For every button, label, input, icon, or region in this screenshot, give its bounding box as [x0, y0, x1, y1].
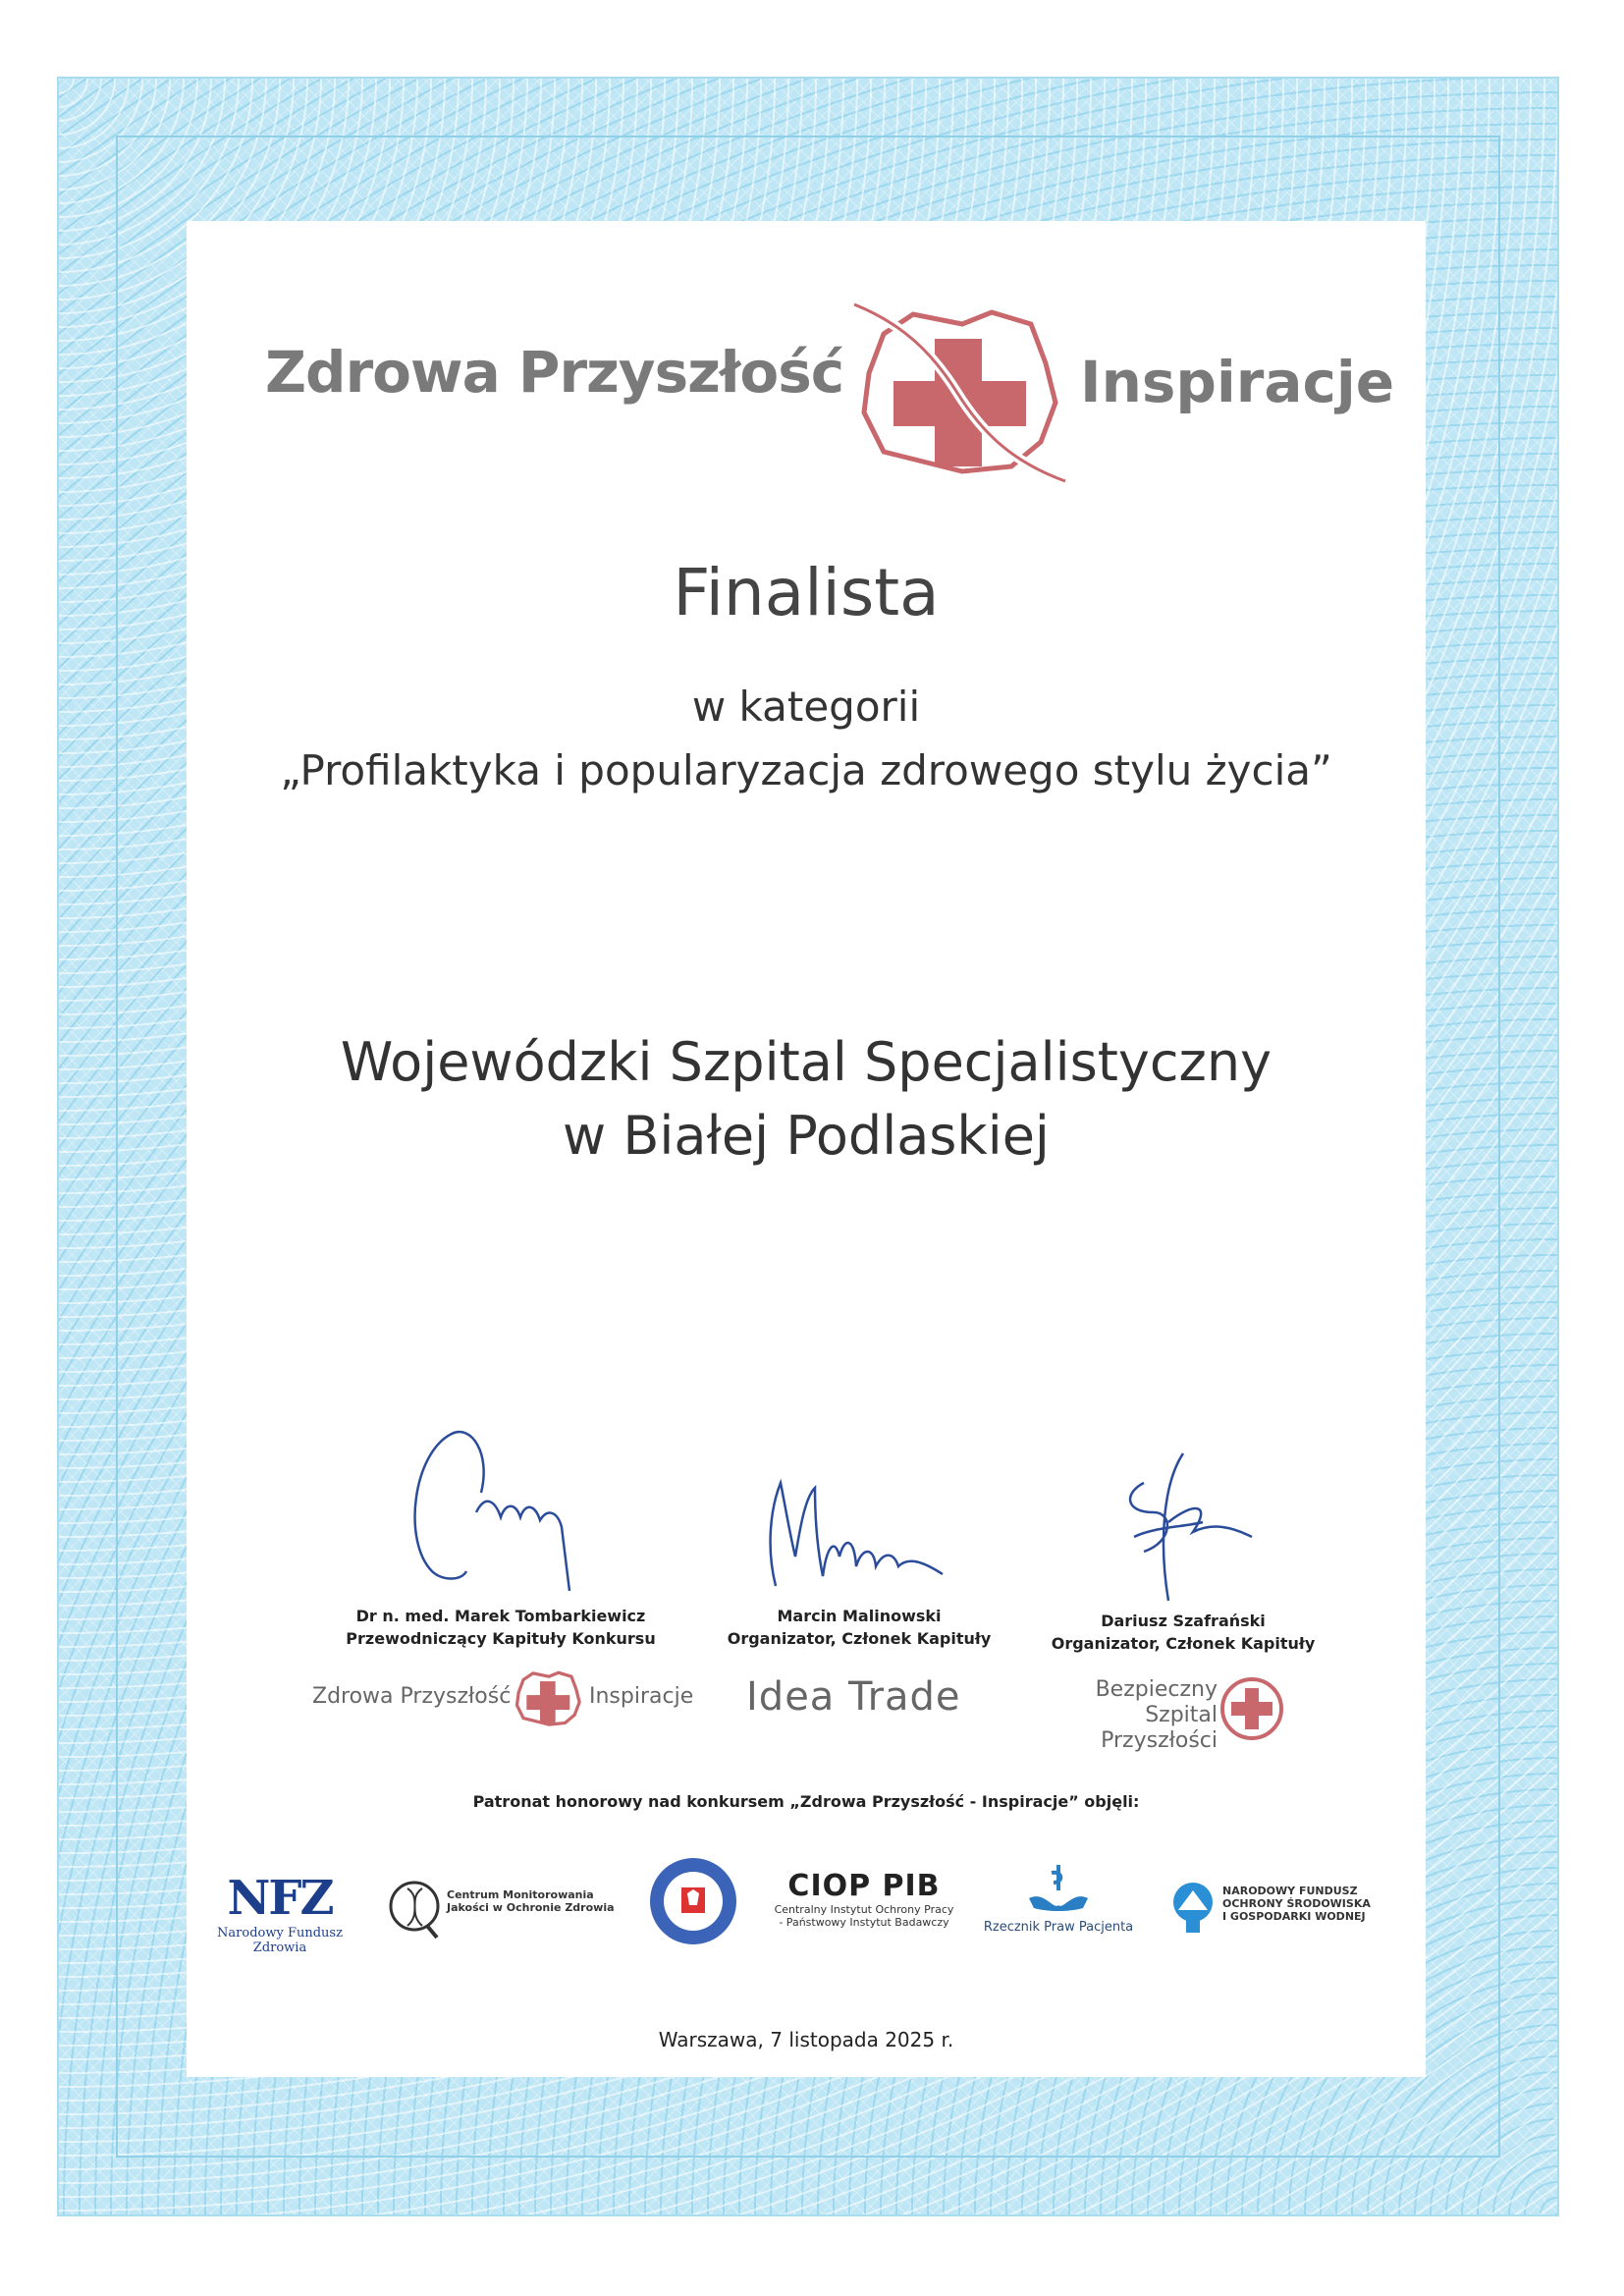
awardee-line2: w Białej Podlaskiej — [563, 1105, 1050, 1167]
bezpieczny-szpital-line2: Przyszłości — [1101, 1728, 1218, 1753]
bezpieczny-szpital-logo — [1021, 1677, 1218, 1754]
signatory-1 — [324, 1414, 677, 1648]
category-name: „Profilaktyka i popularyzacja zdrowego stylu życia” — [280, 746, 1332, 794]
nfosigw-line1: NARODOWY FUNDUSZ — [1222, 1885, 1358, 1897]
rpp-hands-icon — [1024, 1861, 1093, 1915]
nfosigw-line3: I GOSPODARKI WODNEJ — [1222, 1910, 1366, 1923]
cmjoz-line1: Centrum Monitorowania — [447, 1888, 594, 1901]
issue-date: Warszawa, 7 listopada 2025 r. — [658, 2028, 954, 2051]
category-intro: w kategorii — [691, 683, 921, 731]
cmjoz-dna-icon — [388, 1879, 442, 1940]
cmjoz-line2: Jakości w Ochronie Zdrowia — [447, 1901, 615, 1914]
signature-1 — [393, 1414, 609, 1601]
certificate-title: Finalista — [673, 555, 940, 630]
idea-trade-logo: Idea Trade — [746, 1674, 961, 1720]
ciop-line2: - Państwowy Instytut Badawczy — [779, 1916, 949, 1929]
brand-right-text: Inspiracje — [1080, 349, 1395, 415]
ciop-logo — [766, 1869, 962, 1929]
awardee-line1: Wojewódzki Szpital Specjalistyczny — [340, 1031, 1272, 1093]
pis-seal-icon — [648, 1856, 738, 1946]
signatory-2 — [682, 1468, 1036, 1648]
nfosigw-line2: OCHRONY ŚRODOWISKA — [1222, 1897, 1371, 1910]
signature-3 — [1085, 1444, 1281, 1606]
cmjoz-logo — [447, 1888, 615, 1914]
signatory-3 — [1006, 1444, 1360, 1653]
rpp-label: Rzecznik Praw Pacjenta — [983, 1920, 1134, 1935]
zp-mini-right: Inspiracje — [589, 1684, 694, 1709]
signatory-1-name: Dr n. med. Marek Tombarkiewicz — [355, 1607, 646, 1625]
brand-left-text: Zdrowa Przyszłość — [265, 339, 844, 406]
nfz-logo — [206, 1871, 353, 1955]
signatory-3-name: Dariusz Szafrański — [1101, 1612, 1266, 1630]
zp-mini-left: Zdrowa Przyszłość — [312, 1684, 512, 1709]
patronat-heading: Patronat honorowy nad konkursem „Zdrowa Przyszłość - Inspiracje” objęli: — [472, 1792, 1140, 1811]
bezpieczny-szpital-line1: Bezpieczny Szpital — [1095, 1677, 1218, 1727]
ciop-abbrev: CIOP PIB — [787, 1869, 941, 1903]
signatory-3-role: Organizator, Członek Kapituły — [1051, 1634, 1316, 1653]
ciop-line1: Centralny Instytut Ochrony Pracy — [774, 1903, 954, 1916]
signatory-1-role: Przewodniczący Kapituły Konkursu — [346, 1629, 656, 1648]
certificate-body — [187, 221, 1426, 2077]
nfosigw-tree-icon — [1168, 1881, 1218, 1935]
nfz-full-name: Narodowy Fundusz Zdrowia — [217, 1926, 343, 1955]
signature-2 — [746, 1468, 972, 1601]
poland-map-red-cross-icon — [511, 1665, 584, 1733]
nfz-abbrev: NFZ — [227, 1871, 333, 1926]
signatory-2-name: Marcin Malinowski — [777, 1607, 942, 1625]
nfosigw-logo — [1222, 1885, 1371, 1923]
red-cross-circle-icon — [1218, 1674, 1286, 1743]
poland-map-red-cross-icon — [844, 295, 1070, 491]
signatory-2-role: Organizator, Członek Kapituły — [727, 1629, 992, 1648]
